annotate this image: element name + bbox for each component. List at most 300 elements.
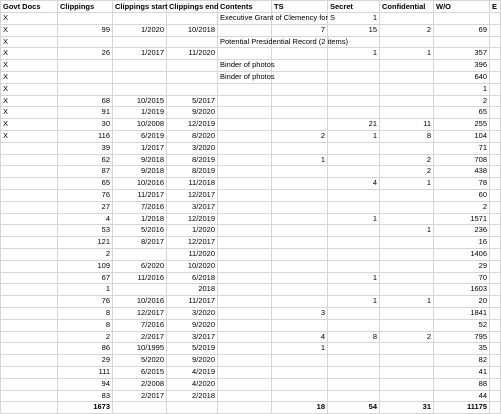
cell-clippings[interactable]: 76 (58, 296, 113, 308)
cell-w-o[interactable]: 70 (434, 272, 490, 284)
cell-contents[interactable]: Binder of photos (218, 71, 272, 83)
cell-clippings-start[interactable]: 6/2015 (113, 366, 167, 378)
cell-govt-docs[interactable] (1, 319, 58, 331)
cell-govt-docs[interactable] (1, 355, 58, 367)
cell-clippings-end[interactable]: 11/2020 (167, 248, 218, 260)
cell-contents[interactable] (218, 284, 272, 296)
cell-clippings-end[interactable]: 9/2020 (167, 319, 218, 331)
cell-w-o[interactable]: 41 (434, 366, 490, 378)
cell-clippings-start[interactable] (113, 60, 167, 72)
cell-confidential[interactable] (380, 260, 434, 272)
cell-w-o[interactable]: 357 (434, 48, 490, 60)
cell-ts[interactable]: 1 (272, 154, 328, 166)
cell-ts[interactable] (272, 166, 328, 178)
cell-contents[interactable] (218, 178, 272, 190)
cell-govt-docs[interactable]: X (1, 119, 58, 131)
cell-confidential[interactable] (380, 60, 434, 72)
cell-w-o[interactable]: 71 (434, 142, 490, 154)
cell-clippings-end[interactable]: 12/2019 (167, 213, 218, 225)
cell-contents[interactable] (218, 237, 272, 249)
cell-secret[interactable] (328, 95, 380, 107)
cell-clippings[interactable]: 111 (58, 366, 113, 378)
cell-w-o[interactable]: 60 (434, 189, 490, 201)
cell-secret[interactable] (328, 307, 380, 319)
cell-clippings[interactable]: 116 (58, 130, 113, 142)
cell-w-o[interactable] (434, 13, 490, 25)
cell-confidential[interactable] (380, 237, 434, 249)
total-cell-confidential[interactable]: 31 (380, 402, 434, 414)
cell-secret[interactable]: 1 (328, 272, 380, 284)
cell-clippings-start[interactable] (113, 36, 167, 48)
cell-clippings[interactable]: 76 (58, 189, 113, 201)
cell-ts[interactable] (272, 284, 328, 296)
cell-confidential[interactable] (380, 366, 434, 378)
cell-clippings-start[interactable]: 6/2020 (113, 260, 167, 272)
cell-clippings[interactable]: 39 (58, 142, 113, 154)
cell-secret[interactable] (328, 355, 380, 367)
cell-w-o[interactable]: 52 (434, 319, 490, 331)
cell-clippings[interactable]: 8 (58, 319, 113, 331)
cell-clippings[interactable] (58, 71, 113, 83)
cell-e[interactable] (490, 331, 501, 343)
cell-secret[interactable]: 4 (328, 178, 380, 190)
cell-w-o[interactable]: 236 (434, 225, 490, 237)
cell-clippings-start[interactable]: 7/2016 (113, 201, 167, 213)
cell-e[interactable] (490, 284, 501, 296)
cell-clippings-start[interactable]: 6/2019 (113, 130, 167, 142)
cell-confidential[interactable] (380, 355, 434, 367)
cell-secret[interactable]: 8 (328, 331, 380, 343)
cell-clippings-start[interactable]: 11/2016 (113, 272, 167, 284)
cell-clippings[interactable]: 2 (58, 248, 113, 260)
cell-ts[interactable] (272, 48, 328, 60)
cell-secret[interactable] (328, 201, 380, 213)
cell-e[interactable] (490, 13, 501, 25)
cell-govt-docs[interactable] (1, 307, 58, 319)
cell-e[interactable] (490, 366, 501, 378)
cell-clippings[interactable]: 4 (58, 213, 113, 225)
cell-e[interactable] (490, 130, 501, 142)
cell-govt-docs[interactable] (1, 331, 58, 343)
cell-contents[interactable] (218, 201, 272, 213)
cell-confidential[interactable]: 2 (380, 154, 434, 166)
cell-clippings-end[interactable]: 12/2019 (167, 119, 218, 131)
cell-w-o[interactable]: 78 (434, 178, 490, 190)
cell-clippings[interactable]: 87 (58, 166, 113, 178)
cell-secret[interactable] (328, 225, 380, 237)
cell-e[interactable] (490, 119, 501, 131)
cell-ts[interactable] (272, 178, 328, 190)
cell-govt-docs[interactable]: X (1, 95, 58, 107)
cell-w-o[interactable]: 1841 (434, 307, 490, 319)
cell-clippings-end[interactable]: 9/2020 (167, 107, 218, 119)
cell-e[interactable] (490, 48, 501, 60)
cell-govt-docs[interactable]: X (1, 36, 58, 48)
cell-w-o[interactable]: 69 (434, 24, 490, 36)
cell-e[interactable] (490, 296, 501, 308)
cell-e[interactable] (490, 201, 501, 213)
cell-govt-docs[interactable] (1, 237, 58, 249)
cell-w-o[interactable]: 1406 (434, 248, 490, 260)
cell-confidential[interactable] (380, 201, 434, 213)
cell-govt-docs[interactable] (1, 248, 58, 260)
cell-clippings[interactable]: 83 (58, 390, 113, 402)
cell-secret[interactable]: 1 (328, 130, 380, 142)
column-header-clippings[interactable]: Clippings (58, 1, 113, 13)
cell-e[interactable] (490, 390, 501, 402)
cell-confidential[interactable] (380, 248, 434, 260)
cell-confidential[interactable] (380, 95, 434, 107)
cell-govt-docs[interactable] (1, 213, 58, 225)
cell-contents[interactable] (218, 48, 272, 60)
cell-govt-docs[interactable] (1, 154, 58, 166)
cell-clippings[interactable]: 67 (58, 272, 113, 284)
cell-e[interactable] (490, 319, 501, 331)
cell-w-o[interactable]: 438 (434, 166, 490, 178)
total-cell-contents[interactable] (218, 402, 272, 414)
cell-confidential[interactable]: 2 (380, 331, 434, 343)
cell-clippings-end[interactable]: 9/2020 (167, 355, 218, 367)
cell-e[interactable] (490, 60, 501, 72)
total-cell-govt-docs[interactable] (1, 402, 58, 414)
cell-w-o[interactable]: 640 (434, 71, 490, 83)
cell-clippings-end[interactable]: 10/2020 (167, 260, 218, 272)
cell-clippings-end[interactable] (167, 36, 218, 48)
cell-ts[interactable] (272, 225, 328, 237)
cell-confidential[interactable]: 11 (380, 119, 434, 131)
cell-e[interactable] (490, 142, 501, 154)
total-cell-clippings-end[interactable] (167, 402, 218, 414)
cell-confidential[interactable]: 1 (380, 178, 434, 190)
cell-clippings-start[interactable]: 10/2016 (113, 296, 167, 308)
cell-ts[interactable]: 4 (272, 331, 328, 343)
cell-govt-docs[interactable] (1, 390, 58, 402)
cell-ts[interactable] (272, 119, 328, 131)
cell-confidential[interactable] (380, 36, 434, 48)
cell-contents[interactable] (218, 260, 272, 272)
cell-e[interactable] (490, 260, 501, 272)
cell-w-o[interactable]: 29 (434, 260, 490, 272)
cell-govt-docs[interactable]: X (1, 13, 58, 25)
cell-e[interactable] (490, 71, 501, 83)
cell-secret[interactable]: 1 (328, 296, 380, 308)
cell-clippings-start[interactable]: 7/2016 (113, 319, 167, 331)
cell-contents[interactable] (218, 107, 272, 119)
cell-clippings-end[interactable]: 11/2020 (167, 48, 218, 60)
cell-w-o[interactable]: 35 (434, 343, 490, 355)
cell-clippings[interactable]: 1 (58, 284, 113, 296)
cell-w-o[interactable]: 2 (434, 201, 490, 213)
cell-secret[interactable] (328, 260, 380, 272)
cell-ts[interactable] (272, 142, 328, 154)
cell-confidential[interactable]: 2 (380, 24, 434, 36)
cell-w-o[interactable]: 795 (434, 331, 490, 343)
cell-clippings-end[interactable]: 3/2017 (167, 201, 218, 213)
cell-confidential[interactable] (380, 343, 434, 355)
cell-clippings-start[interactable] (113, 248, 167, 260)
cell-clippings[interactable]: 62 (58, 154, 113, 166)
cell-clippings-end[interactable]: 5/2017 (167, 95, 218, 107)
cell-secret[interactable] (328, 284, 380, 296)
cell-clippings-start[interactable]: 1/2017 (113, 48, 167, 60)
column-header-w-o[interactable]: W/O (434, 1, 490, 13)
cell-contents[interactable] (218, 213, 272, 225)
cell-clippings[interactable]: 121 (58, 237, 113, 249)
cell-govt-docs[interactable] (1, 272, 58, 284)
cell-confidential[interactable] (380, 107, 434, 119)
cell-e[interactable] (490, 107, 501, 119)
cell-clippings-start[interactable]: 1/2019 (113, 107, 167, 119)
cell-clippings-end[interactable]: 8/2019 (167, 166, 218, 178)
cell-clippings-start[interactable]: 2/2017 (113, 390, 167, 402)
cell-e[interactable] (490, 272, 501, 284)
cell-confidential[interactable]: 1 (380, 225, 434, 237)
cell-secret[interactable] (328, 142, 380, 154)
cell-clippings-end[interactable]: 2018 (167, 284, 218, 296)
cell-clippings-end[interactable]: 12/2017 (167, 189, 218, 201)
cell-ts[interactable] (272, 296, 328, 308)
cell-govt-docs[interactable] (1, 166, 58, 178)
cell-clippings-end[interactable]: 11/2017 (167, 296, 218, 308)
cell-clippings[interactable] (58, 83, 113, 95)
cell-ts[interactable] (272, 71, 328, 83)
cell-e[interactable] (490, 248, 501, 260)
cell-clippings-end[interactable]: 12/2017 (167, 237, 218, 249)
cell-w-o[interactable]: 44 (434, 390, 490, 402)
column-header-clippings-end[interactable]: Clippings end (167, 1, 218, 13)
cell-e[interactable] (490, 378, 501, 390)
cell-clippings-start[interactable]: 5/2020 (113, 355, 167, 367)
cell-contents[interactable] (218, 95, 272, 107)
cell-govt-docs[interactable]: X (1, 83, 58, 95)
cell-contents[interactable] (218, 166, 272, 178)
cell-ts[interactable]: 3 (272, 307, 328, 319)
cell-clippings-end[interactable] (167, 60, 218, 72)
cell-ts[interactable] (272, 272, 328, 284)
column-header-confidential[interactable]: Confidential (380, 1, 434, 13)
cell-w-o[interactable]: 1571 (434, 213, 490, 225)
cell-confidential[interactable] (380, 142, 434, 154)
cell-secret[interactable] (328, 154, 380, 166)
cell-ts[interactable] (272, 319, 328, 331)
cell-clippings-end[interactable]: 8/2020 (167, 130, 218, 142)
total-cell-w-o[interactable]: 11175 (434, 402, 490, 414)
cell-secret[interactable] (328, 378, 380, 390)
cell-w-o[interactable]: 1 (434, 83, 490, 95)
column-header-ts[interactable]: TS (272, 1, 328, 13)
cell-contents[interactable] (218, 142, 272, 154)
cell-contents[interactable] (218, 272, 272, 284)
cell-clippings-start[interactable] (113, 13, 167, 25)
cell-secret[interactable] (328, 166, 380, 178)
cell-govt-docs[interactable] (1, 225, 58, 237)
cell-clippings-end[interactable]: 4/2019 (167, 366, 218, 378)
cell-secret[interactable] (328, 189, 380, 201)
cell-w-o[interactable]: 82 (434, 355, 490, 367)
cell-w-o[interactable]: 88 (434, 378, 490, 390)
cell-w-o[interactable]: 255 (434, 119, 490, 131)
cell-secret[interactable] (328, 60, 380, 72)
cell-clippings-end[interactable]: 2/2018 (167, 390, 218, 402)
cell-secret[interactable] (328, 248, 380, 260)
cell-clippings-end[interactable]: 4/2020 (167, 378, 218, 390)
column-header-secret[interactable]: Secret (328, 1, 380, 13)
cell-contents[interactable] (218, 307, 272, 319)
cell-clippings[interactable]: 26 (58, 48, 113, 60)
cell-ts[interactable]: 1 (272, 343, 328, 355)
cell-clippings[interactable]: 91 (58, 107, 113, 119)
cell-contents[interactable] (218, 24, 272, 36)
cell-govt-docs[interactable] (1, 142, 58, 154)
cell-e[interactable] (490, 237, 501, 249)
cell-clippings[interactable]: 2 (58, 331, 113, 343)
cell-secret[interactable] (328, 390, 380, 402)
cell-ts[interactable] (272, 95, 328, 107)
cell-clippings-end[interactable]: 10/2018 (167, 24, 218, 36)
cell-ts[interactable] (272, 248, 328, 260)
cell-secret[interactable]: 15 (328, 24, 380, 36)
cell-contents[interactable] (218, 355, 272, 367)
cell-ts[interactable] (272, 213, 328, 225)
cell-confidential[interactable] (380, 189, 434, 201)
cell-contents[interactable] (218, 130, 272, 142)
cell-confidential[interactable] (380, 378, 434, 390)
cell-govt-docs[interactable] (1, 343, 58, 355)
cell-w-o[interactable]: 2 (434, 95, 490, 107)
cell-e[interactable] (490, 36, 501, 48)
cell-clippings-start[interactable]: 9/2018 (113, 154, 167, 166)
cell-w-o[interactable]: 20 (434, 296, 490, 308)
cell-govt-docs[interactable] (1, 260, 58, 272)
cell-confidential[interactable]: 8 (380, 130, 434, 142)
cell-govt-docs[interactable]: X (1, 60, 58, 72)
cell-ts[interactable] (272, 189, 328, 201)
cell-w-o[interactable]: 396 (434, 60, 490, 72)
cell-govt-docs[interactable] (1, 189, 58, 201)
cell-confidential[interactable]: 1 (380, 296, 434, 308)
cell-e[interactable] (490, 355, 501, 367)
cell-clippings-end[interactable]: 1/2020 (167, 225, 218, 237)
cell-contents[interactable] (218, 319, 272, 331)
cell-clippings-start[interactable]: 1/2017 (113, 142, 167, 154)
cell-secret[interactable] (328, 71, 380, 83)
cell-clippings-start[interactable]: 8/2017 (113, 237, 167, 249)
cell-e[interactable] (490, 95, 501, 107)
total-cell-e[interactable] (490, 402, 501, 414)
cell-ts[interactable]: 2 (272, 130, 328, 142)
cell-govt-docs[interactable] (1, 378, 58, 390)
cell-secret[interactable]: 1 (328, 13, 380, 25)
cell-confidential[interactable] (380, 83, 434, 95)
cell-clippings-end[interactable]: 5/2019 (167, 343, 218, 355)
cell-w-o[interactable]: 16 (434, 237, 490, 249)
cell-confidential[interactable] (380, 319, 434, 331)
cell-clippings[interactable]: 65 (58, 178, 113, 190)
cell-confidential[interactable] (380, 13, 434, 25)
cell-contents[interactable]: Binder of photos (218, 60, 272, 72)
cell-e[interactable] (490, 166, 501, 178)
cell-e[interactable] (490, 178, 501, 190)
cell-clippings[interactable] (58, 36, 113, 48)
cell-e[interactable] (490, 24, 501, 36)
cell-contents[interactable] (218, 331, 272, 343)
cell-govt-docs[interactable] (1, 178, 58, 190)
cell-contents[interactable] (218, 296, 272, 308)
total-cell-clippings[interactable]: 1673 (58, 402, 113, 414)
cell-clippings-start[interactable]: 10/2008 (113, 119, 167, 131)
cell-clippings-end[interactable] (167, 71, 218, 83)
cell-contents[interactable] (218, 366, 272, 378)
cell-contents[interactable] (218, 189, 272, 201)
cell-clippings[interactable] (58, 13, 113, 25)
column-header-govt-docs[interactable]: Govt Docs (1, 1, 58, 13)
cell-ts[interactable] (272, 355, 328, 367)
cell-clippings-start[interactable]: 1/2018 (113, 213, 167, 225)
cell-clippings[interactable]: 30 (58, 119, 113, 131)
cell-clippings-end[interactable] (167, 83, 218, 95)
cell-clippings[interactable]: 27 (58, 201, 113, 213)
cell-clippings-end[interactable]: 3/2017 (167, 331, 218, 343)
cell-contents[interactable] (218, 154, 272, 166)
cell-secret[interactable] (328, 107, 380, 119)
cell-contents[interactable] (218, 248, 272, 260)
cell-govt-docs[interactable]: X (1, 107, 58, 119)
cell-clippings-start[interactable]: 1/2020 (113, 24, 167, 36)
cell-clippings[interactable] (58, 60, 113, 72)
cell-confidential[interactable] (380, 213, 434, 225)
column-header-contents[interactable]: Contents (218, 1, 272, 13)
cell-clippings-end[interactable]: 3/2020 (167, 142, 218, 154)
cell-secret[interactable] (328, 237, 380, 249)
cell-govt-docs[interactable] (1, 366, 58, 378)
cell-clippings[interactable]: 94 (58, 378, 113, 390)
cell-govt-docs[interactable]: X (1, 48, 58, 60)
cell-clippings-start[interactable]: 11/2017 (113, 189, 167, 201)
cell-govt-docs[interactable]: X (1, 130, 58, 142)
cell-w-o[interactable]: 65 (434, 107, 490, 119)
cell-govt-docs[interactable] (1, 284, 58, 296)
cell-secret[interactable] (328, 366, 380, 378)
cell-contents[interactable] (218, 83, 272, 95)
cell-clippings[interactable]: 53 (58, 225, 113, 237)
column-header-e[interactable]: E (490, 1, 501, 13)
cell-e[interactable] (490, 213, 501, 225)
total-cell-secret[interactable]: 54 (328, 402, 380, 414)
cell-ts[interactable] (272, 60, 328, 72)
cell-govt-docs[interactable]: X (1, 71, 58, 83)
cell-clippings[interactable]: 99 (58, 24, 113, 36)
cell-w-o[interactable]: 104 (434, 130, 490, 142)
cell-clippings[interactable]: 86 (58, 343, 113, 355)
total-cell-ts[interactable]: 18 (272, 402, 328, 414)
cell-confidential[interactable] (380, 390, 434, 402)
cell-e[interactable] (490, 307, 501, 319)
cell-clippings-start[interactable]: 2/2017 (113, 331, 167, 343)
cell-ts[interactable] (272, 201, 328, 213)
cell-e[interactable] (490, 154, 501, 166)
cell-contents[interactable] (218, 343, 272, 355)
cell-e[interactable] (490, 225, 501, 237)
cell-secret[interactable] (328, 83, 380, 95)
cell-contents[interactable]: Executive Grant of Clemency for S (218, 13, 272, 25)
column-header-clippings-start[interactable]: Clippings start (113, 1, 167, 13)
cell-clippings-start[interactable]: 10/2016 (113, 178, 167, 190)
cell-clippings-end[interactable] (167, 13, 218, 25)
cell-clippings[interactable]: 29 (58, 355, 113, 367)
cell-contents[interactable] (218, 119, 272, 131)
cell-clippings-start[interactable] (113, 71, 167, 83)
cell-clippings-start[interactable]: 10/2015 (113, 95, 167, 107)
